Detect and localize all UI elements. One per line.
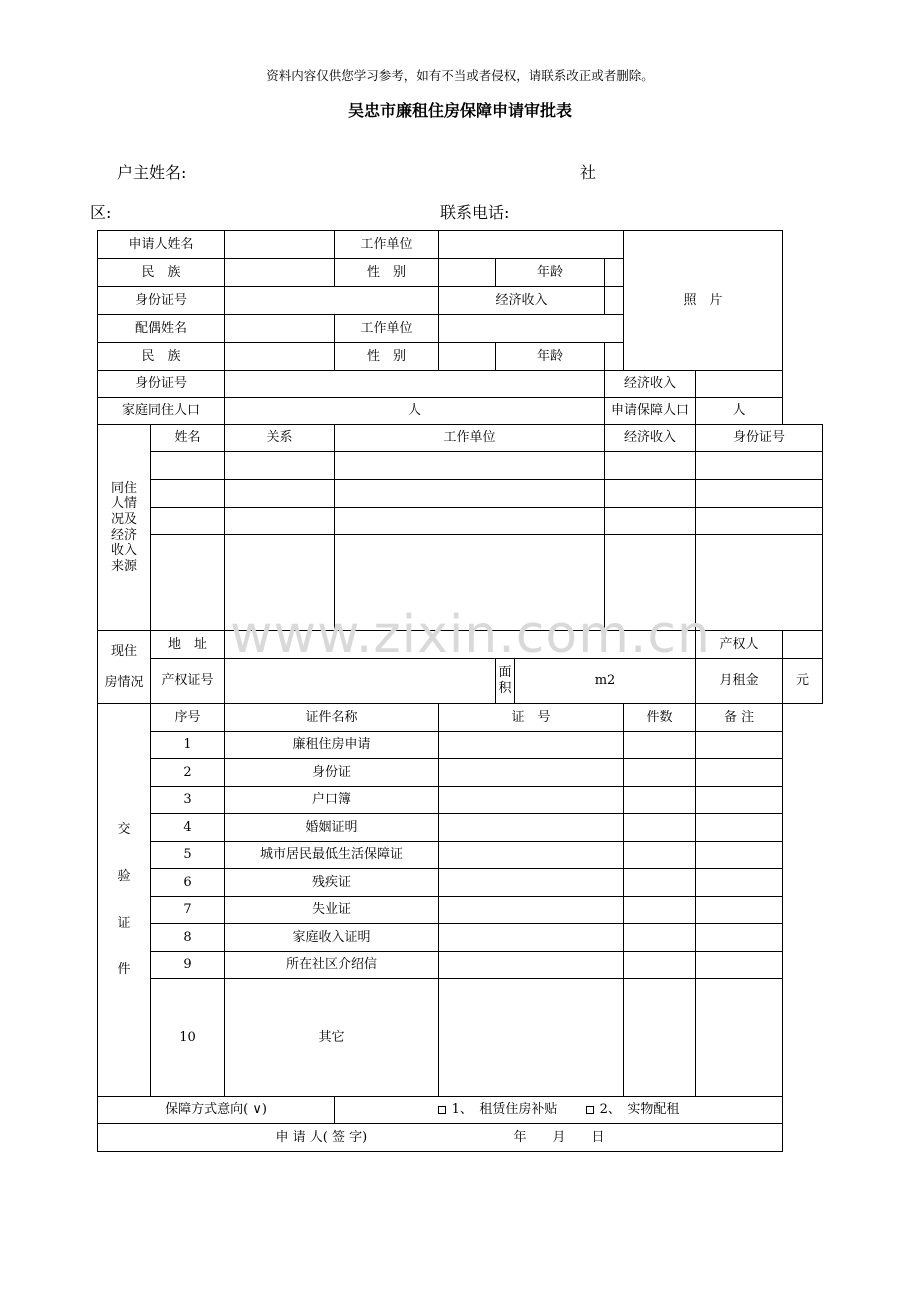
spouse-name-cell[interactable] [225, 315, 335, 343]
doc-name: 家庭收入证明 [225, 924, 439, 952]
household-count-cell[interactable]: 人 [225, 398, 605, 425]
doc-cert-cell[interactable] [439, 924, 624, 952]
apply-population-cell[interactable]: 人 [696, 398, 783, 425]
applicant-id-cell[interactable] [225, 287, 439, 315]
doc-no: 5 [151, 842, 225, 869]
application-form-table [97, 230, 823, 1152]
applicant-income-cell[interactable] [605, 287, 624, 315]
doc-cert-cell[interactable] [439, 952, 624, 979]
spouse-gender-label: 性 别 [335, 343, 439, 371]
spouse-name-label: 配偶姓名 [98, 315, 225, 343]
spouse-age-label: 年龄 [496, 343, 605, 371]
form-title: 吴忠市廉租住房保障申请审批表 [347, 101, 572, 120]
option-subsidy[interactable]: 1、 租赁住房补贴 [438, 1102, 558, 1117]
table-row [98, 508, 823, 535]
housing-side-label: 现住 房情况 [98, 631, 151, 704]
area-label: 面积 [496, 659, 515, 704]
doc-count-cell[interactable] [624, 814, 696, 842]
cohab-cell[interactable] [335, 452, 605, 480]
household-label: 家庭同住人口 [98, 398, 225, 425]
table-row [98, 787, 823, 814]
applicant-work-label: 工作单位 [335, 231, 439, 259]
cohab-header-relation: 关系 [225, 425, 335, 452]
cohab-cell[interactable] [696, 535, 823, 631]
apply-population-label: 申请保障人口 [605, 398, 696, 425]
doc-remark-cell[interactable] [696, 869, 783, 897]
doc-remark-cell[interactable] [696, 924, 783, 952]
doc-header-count: 件数 [624, 704, 696, 732]
property-owner-label: 产权人 [696, 631, 783, 659]
doc-header-name: 证件名称 [225, 704, 439, 732]
property-owner-cell[interactable] [783, 631, 823, 659]
spouse-work-label: 工作单位 [335, 315, 439, 343]
spouse-income-label: 经济收入 [605, 371, 696, 398]
doc-count-cell[interactable] [624, 897, 696, 924]
signature-row [98, 1124, 783, 1152]
address-cell[interactable] [225, 631, 696, 659]
checkbox-icon[interactable] [438, 1106, 446, 1114]
cohab-cell[interactable] [605, 535, 696, 631]
doc-no: 1 [151, 732, 225, 759]
spouse-gender-cell[interactable] [439, 343, 496, 371]
cohab-cell[interactable] [696, 452, 823, 480]
guarantee-options [335, 1097, 783, 1124]
doc-no: 8 [151, 924, 225, 952]
applicant-gender-cell[interactable] [439, 259, 496, 287]
cohab-cell[interactable] [151, 535, 225, 631]
doc-name: 身份证 [225, 759, 439, 787]
doc-cert-cell[interactable] [439, 979, 624, 1097]
applicant-income-label: 经济收入 [439, 287, 605, 315]
spouse-ethnicity-label: 民 族 [98, 343, 225, 371]
documents-side-label: 交 验 证 件 [98, 704, 151, 1097]
doc-cert-cell[interactable] [439, 897, 624, 924]
applicant-ethnicity-cell[interactable] [225, 259, 335, 287]
spouse-income-cell[interactable] [696, 371, 783, 398]
cohab-cell[interactable] [225, 452, 335, 480]
cohab-header-work: 工作单位 [335, 425, 605, 452]
doc-name: 廉租住房申请 [225, 732, 439, 759]
cohab-cell[interactable] [335, 535, 605, 631]
doc-cert-cell[interactable] [439, 732, 624, 759]
doc-count-cell[interactable] [624, 842, 696, 869]
table-row [98, 814, 823, 842]
cohab-cell[interactable] [696, 480, 823, 508]
cohab-cell[interactable] [225, 508, 335, 535]
cohab-cell[interactable] [225, 480, 335, 508]
cohab-cell[interactable] [151, 480, 225, 508]
cohab-cell[interactable] [335, 508, 605, 535]
community-label-part2: 区: [90, 203, 112, 222]
doc-remark-cell[interactable] [696, 787, 783, 814]
doc-name: 失业证 [225, 897, 439, 924]
cohab-cell[interactable] [605, 452, 696, 480]
guarantee-label: 保障方式意向( ∨) [98, 1097, 335, 1124]
doc-header-cert: 证 号 [439, 704, 624, 732]
phone-label: 联系电话: [440, 203, 510, 222]
applicant-id-label: 身份证号 [98, 287, 225, 315]
doc-no: 10 [151, 979, 225, 1097]
doc-remark-cell[interactable] [696, 732, 783, 759]
doc-remark-cell[interactable] [696, 952, 783, 979]
cohab-cell[interactable] [225, 535, 335, 631]
doc-remark-cell[interactable] [696, 759, 783, 787]
doc-cert-cell[interactable] [439, 869, 624, 897]
option-housing[interactable]: 2、 实物配租 [586, 1102, 680, 1117]
applicant-age-label: 年龄 [496, 259, 605, 287]
area-cell[interactable]: m2 [515, 659, 696, 704]
applicant-gender-label: 性 别 [335, 259, 439, 287]
spouse-id-cell[interactable] [225, 371, 605, 398]
doc-remark-cell[interactable] [696, 814, 783, 842]
checkbox-icon[interactable] [586, 1106, 594, 1114]
applicant-work-cell[interactable] [439, 231, 624, 259]
watermark: www.zixin.com.cn [230, 605, 711, 665]
spouse-id-label: 身份证号 [98, 371, 225, 398]
doc-no: 2 [151, 759, 225, 787]
doc-no: 3 [151, 787, 225, 814]
doc-count-cell[interactable] [624, 759, 696, 787]
doc-name: 婚姻证明 [225, 814, 439, 842]
doc-name: 残疾证 [225, 869, 439, 897]
doc-no: 4 [151, 814, 225, 842]
doc-cert-cell[interactable] [439, 814, 624, 842]
table-row [98, 869, 823, 897]
doc-name: 其它 [225, 979, 439, 1097]
doc-cert-cell[interactable] [439, 842, 624, 869]
disclaimer-notice: 资料内容仅供您学习参考，如有不当或者侵权，请联系改正或者删除。 [266, 68, 654, 83]
cohab-header-name: 姓名 [151, 425, 225, 452]
property-cert-cell[interactable] [225, 659, 496, 704]
photo-cell: 照 片 [624, 231, 783, 371]
doc-name: 城市居民最低生活保障证 [225, 842, 439, 869]
spouse-work-cell[interactable] [439, 315, 624, 343]
doc-no: 6 [151, 869, 225, 897]
doc-header-remark: 备 注 [696, 704, 783, 732]
signature-label: 申 请 人( 签 字) [275, 1129, 368, 1145]
cohab-header-income: 经济收入 [605, 425, 696, 452]
cohab-cell[interactable] [335, 480, 605, 508]
doc-cert-cell[interactable] [439, 759, 624, 787]
cohab-header-id: 身份证号 [696, 425, 823, 452]
doc-no: 9 [151, 952, 225, 979]
table-row [98, 535, 823, 631]
table-row [98, 897, 823, 924]
table-row [98, 924, 823, 952]
cohab-cell[interactable] [605, 480, 696, 508]
cohab-cell[interactable] [696, 508, 823, 535]
applicant-age-cell[interactable] [605, 259, 624, 287]
doc-name: 所在社区介绍信 [225, 952, 439, 979]
owner-name-label: 户主姓名: [117, 163, 187, 182]
cohab-cell[interactable] [151, 452, 225, 480]
spouse-ethnicity-cell[interactable] [225, 343, 335, 371]
doc-remark-cell[interactable] [696, 897, 783, 924]
table-row [98, 842, 823, 869]
doc-count-cell[interactable] [624, 979, 696, 1097]
applicant-ethnicity-label: 民 族 [98, 259, 225, 287]
table-row [98, 759, 823, 787]
property-cert-label: 产权证号 [151, 659, 225, 704]
table-row [98, 480, 823, 508]
doc-cert-cell[interactable] [439, 787, 624, 814]
doc-count-cell[interactable] [624, 952, 696, 979]
spouse-age-cell[interactable] [605, 343, 624, 371]
doc-name: 户口簿 [225, 787, 439, 814]
cohab-cell[interactable] [151, 508, 225, 535]
address-label: 地 址 [151, 631, 225, 659]
doc-count-cell[interactable] [624, 869, 696, 897]
doc-count-cell[interactable] [624, 732, 696, 759]
doc-count-cell[interactable] [624, 787, 696, 814]
doc-no: 7 [151, 897, 225, 924]
signature-date: 年 月 日 [513, 1129, 605, 1145]
table-row [98, 979, 823, 1097]
doc-header-no: 序号 [151, 704, 225, 732]
table-row [98, 952, 823, 979]
applicant-name-label: 申请人姓名 [98, 231, 225, 259]
table-row [98, 452, 823, 480]
cohabitants-side-label: 同住 人情 况及 经济 收入 来源 [98, 425, 151, 631]
doc-count-cell[interactable] [624, 924, 696, 952]
rent-label: 月租金 [696, 659, 783, 704]
applicant-name-cell[interactable] [225, 231, 335, 259]
community-label-part1: 社 [580, 163, 597, 182]
table-row [98, 732, 823, 759]
doc-remark-cell[interactable] [696, 979, 783, 1097]
doc-remark-cell[interactable] [696, 842, 783, 869]
cohab-cell[interactable] [605, 508, 696, 535]
rent-cell[interactable]: 元 [783, 659, 823, 704]
